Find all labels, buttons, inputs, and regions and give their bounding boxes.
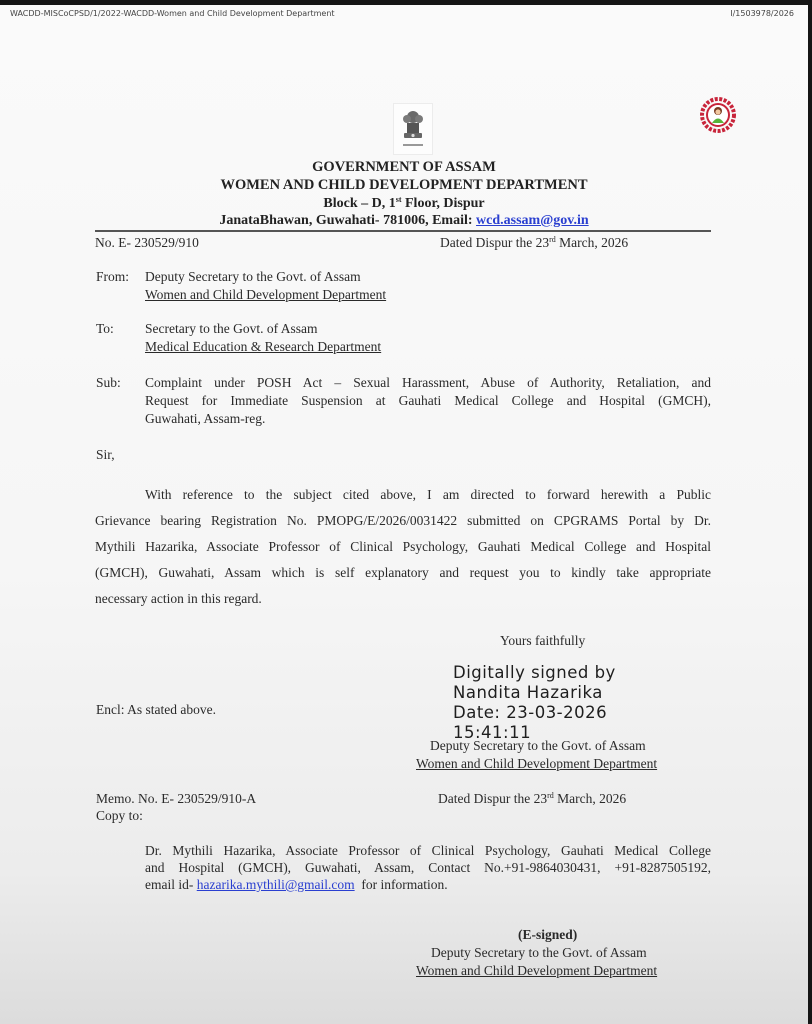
reference-number: No. E- 230529/910: [95, 235, 199, 250]
document-id: I/1503978/2026: [730, 9, 794, 18]
document-header-bar: [10, 9, 794, 18]
memo-date-text: Dated Dispur the 23: [438, 791, 548, 806]
copy-recipient-line-3: [145, 877, 448, 893]
esigned-designation: Deputy Secretary to the Govt. of Assam: [431, 945, 647, 960]
from-line-2: Women and Child Development Department: [145, 287, 387, 302]
letterhead-address-block: [0, 195, 808, 212]
address-block-text: Block – D, 1: [323, 196, 396, 211]
body-line-3: Mythili Hazarika, Associate Professor of Clinical Psychology, Gauhati Medical College and Hospital: [95, 539, 711, 554]
to-label: To:: [96, 321, 114, 336]
file-reference: WACDD-MISCoCPSD/1/2022-WACDD-Women and Child Development Department: [10, 9, 335, 18]
address-block-floor: Floor, Dispur: [401, 196, 485, 211]
from-line-1: Deputy Secretary to the Govt. of Assam: [145, 269, 361, 284]
from-label: From:: [96, 269, 130, 284]
subject-label: Sub:: [96, 375, 121, 390]
signature-line-1: Digitally signed by: [453, 663, 616, 682]
memo-number: Memo. No. E- 230529/910-A: [96, 791, 257, 806]
copy-recipient-line-2: and Hospital (GMCH), Guwahati, Assam, Contact No.+91-9864030431, +91-8287505192,: [145, 860, 711, 875]
subject-line-3: Guwahati, Assam-reg.: [145, 411, 266, 426]
reference-date-month: March, 2026: [555, 235, 629, 250]
enclosure-note: Encl: As stated above.: [96, 702, 216, 717]
reference-date-sup: rd: [549, 235, 556, 244]
address-block-sup: st: [395, 195, 402, 204]
memo-date: [438, 791, 626, 807]
copy-for-information: for information.: [354, 877, 448, 892]
memo-date-month: March, 2026: [553, 791, 627, 806]
letterhead-department: WOMEN AND CHILD DEVELOPMENT DEPARTMENT: [220, 177, 588, 193]
copy-email-label: email id-: [145, 877, 197, 892]
signature-signer-name: Nandita Hazarika: [453, 683, 603, 702]
salutation: Sir,: [96, 447, 115, 462]
body-line-4: (GMCH), Guwahati, Assam which is self explanatory and request you to kindly take appropriate: [95, 565, 711, 580]
to-line-1: Secretary to the Govt. of Assam: [145, 321, 318, 336]
signatory-department: Women and Child Development Department: [416, 756, 658, 771]
department-logo-icon: [700, 97, 736, 133]
reference-date: [440, 235, 628, 251]
subject-line-2: Request for Immediate Suspension at Gauhati Medical College and Hospital (GMCH),: [145, 393, 711, 408]
reference-date-text: Dated Dispur the 23: [440, 235, 550, 250]
esigned-department: Women and Child Development Department: [416, 963, 658, 978]
letter-page: [0, 5, 808, 1024]
department-email-link[interactable]: wcd.assam@gov.in: [476, 213, 589, 228]
signature-time: 15:41:11: [453, 723, 532, 742]
body-line-5: necessary action in this regard.: [95, 591, 262, 606]
recipient-email-link[interactable]: hazarika.mythili@gmail.com: [196, 877, 355, 892]
national-emblem-icon: [393, 103, 433, 155]
letterhead-address-city: [0, 213, 808, 229]
closing: Yours faithfully: [500, 633, 586, 648]
memo-date-sup: rd: [547, 791, 554, 800]
address-city-text: JanataBhawan, Guwahati- 781006, Email:: [219, 213, 477, 228]
body-line-1: With reference to the subject cited above, I am directed to forward herewith a Public: [145, 487, 711, 502]
esigned-label: (E-signed): [518, 927, 578, 942]
body-line-2: Grievance bearing Registration No. PMOPG/E/2026/0031422 submitted on CPGRAMS Portal by Dr.: [95, 513, 711, 528]
subject-line-1: Complaint under POSH Act – Sexual Harassment, Abuse of Authority, Retaliation, and: [145, 375, 711, 390]
signatory-designation: Deputy Secretary to the Govt. of Assam: [430, 738, 646, 753]
signature-date: Date: 23-03-2026: [453, 703, 608, 722]
digital-signature: [453, 663, 616, 743]
copy-recipient-line-1: Dr. Mythili Hazarika, Associate Professor of Clinical Psychology, Gauhati Medical College: [145, 843, 711, 858]
copy-to-label: Copy to:: [96, 808, 143, 823]
letterhead-divider: [95, 230, 711, 232]
to-line-2: Medical Education & Research Department: [145, 339, 382, 354]
letterhead-government: GOVERNMENT OF ASSAM: [312, 159, 496, 175]
